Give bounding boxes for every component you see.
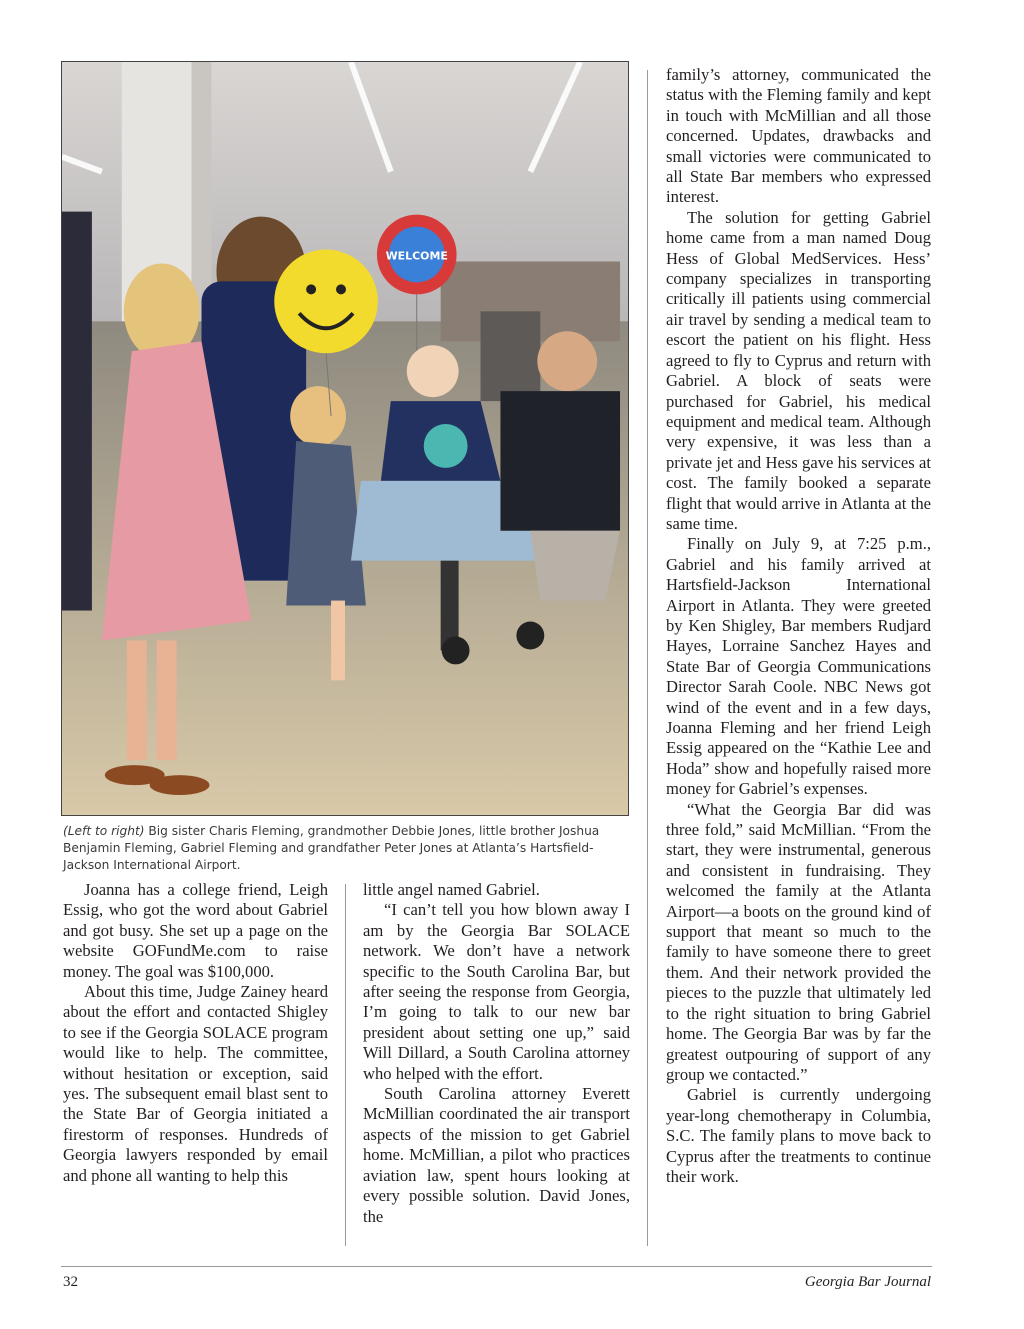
column-divider [647,70,648,1246]
article-column-2 [363,880,630,1227]
paragraph: Finally on July 9, at 7:25 p.m., Gabriel and his family arrived at Hartsfield-Jackson International Airport in Atlanta. They were greeted by Ken Shigley, Bar members Rudjard Hayes, Lorraine Sanchez Hayes and State Bar of Georgia Communications Director Sarah Coole. NBC News got wind of the event and in a few days, Joanna Fleming and her friend Leigh Essig appeared on the “Kathie Lee and Hoda” show and hopefully raised more money for Gabriel’s expenses. [666,534,931,799]
paragraph: The solution for getting Gabriel home came from a man named Doug Hess of Global MedServices. Hess’ company specializes in transporting critically ill patients using commercial air travel by sending a medical team to escort the patient on his flight. Hess agreed to fly to Cyprus and return with Gabriel. A block of seats were purchased for Gabriel, his medical equipment and medical team. Although very expensive, it was less than a private jet and Hess gave his services at cost. The family booked a separate flight that would arrive in Atlanta at the same time. [666,207,931,533]
article-column-3 [666,65,931,1187]
article-photo [61,61,629,816]
paragraph: “I can’t tell you how blown away I am by the Georgia Bar SOLACE network. We don’t have a network specific to the South Carolina Bar, but after seeing the response from Georgia, I’m going to talk to our new bar president about setting one up,” said Will Dillard, a South Carolina attorney who helped with the effort. [363,900,630,1083]
paragraph: little angel named Gabriel. [363,880,540,899]
paragraph: About this time, Judge Zainey heard about the effort and contacted Shigley to see if the Georgia SOLACE program would like to help. The committee, without hesitation or exception, said yes. The subsequent email blast sent to the State Bar of Georgia initiated a firestorm of responses. Hundreds of Georgia lawyers responded by email and phone all wanting to help this [63,982,328,1185]
footer-rule [61,1266,932,1267]
article-column-1 [63,880,328,1186]
paragraph: family’s attorney, communicated the status with the Fleming family and kept in touch with McMillian and all those concerned. Updates, drawbacks and small victories were communicated to all State Bar members who expressed interest. [666,65,931,207]
paragraph: Joanna has a college friend, Leigh Essig, who got the word about Gabriel and got busy. She set up a page on the website GOFundMe.com to raise money. The goal was $100,000. [63,880,328,981]
paragraph: “What the Georgia Bar did was three fold,” said McMillian. “From the start, they were instrumental, generous and consistent in fundraising. They welcomed the family at the Atlanta Airport—a boots on the ground kind of support that meant so much to the family to have someone there to greet them. And their network provided the pieces to the puzzle that ultimately led to the right situation to bring Gabriel home. The Georgia Bar was by far the greatest outpouring of support of any group we contacted.” [666,799,931,1084]
photo-caption [63,823,629,874]
caption-lead: (Left to right) [63,824,145,838]
photo-airport-family-icon [62,62,628,815]
balloon-text: WELCOME [385,249,448,263]
column-divider [345,884,346,1246]
page-number: 32 [63,1274,78,1290]
paragraph: South Carolina attorney Everett McMillian coordinated the air transport aspects of the mission to get Gabriel home. McMillian, a pilot who practices aviation law, spent hours looking at every possible solution. David Jones, the [363,1084,630,1226]
paragraph: Gabriel is currently undergoing year-long chemotherapy in Columbia, S.C. The family plans to move back to Cyprus after the treatments to continue their work. [666,1085,931,1186]
caption-text: Big sister Charis Fleming, grandmother Debbie Jones, little brother Joshua Benjamin Fleming, Gabriel Fleming and grandfather Peter Jones at Atlanta’s Hartsfield-Jackson International Airport. [63,824,600,872]
journal-title: Georgia Bar Journal [804,1274,931,1290]
